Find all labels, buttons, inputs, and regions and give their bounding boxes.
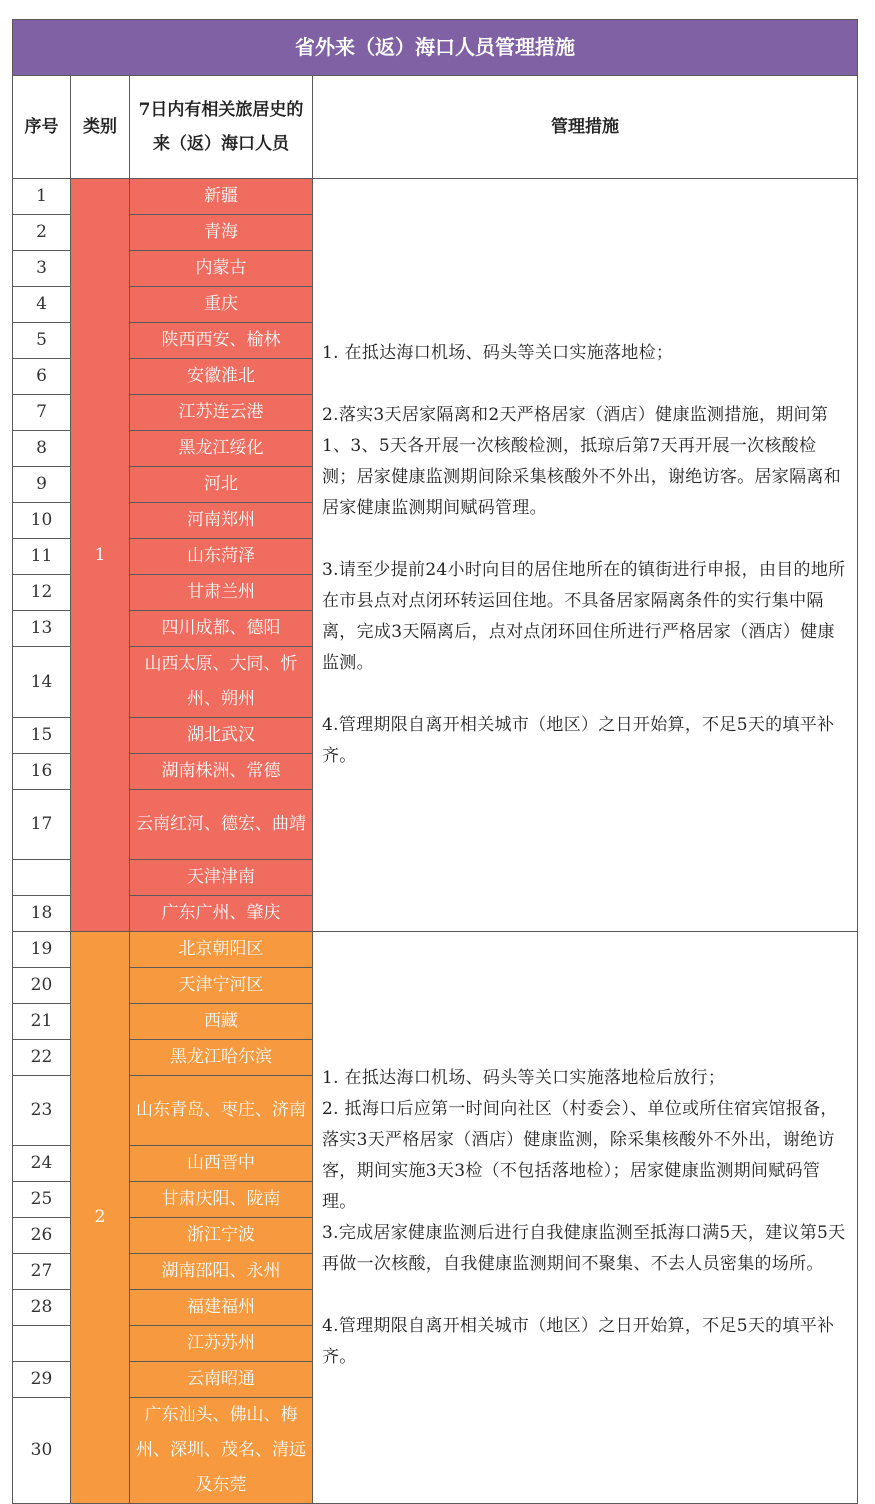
measure-item: 4.管理期限自离开相关城市（地区）之日开始算，不足5天的填平补齐。 bbox=[322, 715, 835, 766]
region-cell: 湖北武汉 bbox=[130, 718, 313, 754]
region-cell: 新疆 bbox=[130, 179, 313, 215]
region-cell: 广东广州、肇庆 bbox=[130, 896, 313, 932]
region-cell: 黑龙江哈尔滨 bbox=[130, 1040, 313, 1076]
measure-item: 4.管理期限自离开相关城市（地区）之日开始算，不足5天的填平补齐。 bbox=[322, 1315, 835, 1367]
region-cell: 甘肃庆阳、陇南 bbox=[130, 1182, 313, 1218]
header-index: 序号 bbox=[13, 76, 71, 179]
region-cell: 天津津南 bbox=[130, 860, 313, 896]
header-measures: 管理措施 bbox=[313, 76, 858, 179]
row-index: 8 bbox=[13, 431, 71, 467]
table-row bbox=[13, 932, 858, 968]
measure-item: 3.请至少提前24小时向目的居住地所在的镇街进行申报，由目的地所在市县点对点闭环转运回住地。不具备居家隔离条件的实行集中隔离，完成3天隔离后，点对点闭环回住所进行严格居家（酒店）健康监测。 bbox=[322, 560, 846, 673]
row-index: 16 bbox=[13, 754, 71, 790]
region-cell: 陕西西安、榆林 bbox=[130, 323, 313, 359]
measure-item: 1. 在抵达海口机场、码头等关口实施落地检后放行； bbox=[322, 1067, 726, 1088]
row-index: 22 bbox=[13, 1040, 71, 1076]
region-cell: 福建福州 bbox=[130, 1290, 313, 1326]
region-cell: 内蒙古 bbox=[130, 251, 313, 287]
measure-item: 2. 抵海口后应第一时间向社区（村委会）、单位或所住宿宾馆报备，落实3天严格居家（酒店）健康监测，除采集核酸外不外出，谢绝访客，期间实施3天3检（不包括落地检）；居家健康监测期间赋码管理。 bbox=[322, 1098, 838, 1212]
region-cell: 重庆 bbox=[130, 287, 313, 323]
measure-item: 3.完成居家健康监测后进行自我健康监测至抵海口满5天，建议第5天再做一次核酸，自我健康监测期间不聚集、不去人员密集的场所。 bbox=[322, 1222, 846, 1274]
row-index: 21 bbox=[13, 1004, 71, 1040]
row-index: 2 bbox=[13, 215, 71, 251]
row-index: 19 bbox=[13, 932, 71, 968]
region-cell: 湖南邵阳、永州 bbox=[130, 1254, 313, 1290]
row-index: 15 bbox=[13, 718, 71, 754]
region-cell: 江苏连云港 bbox=[130, 395, 313, 431]
region-cell: 山西晋中 bbox=[130, 1146, 313, 1182]
measures-table bbox=[12, 19, 858, 1504]
row-index: 11 bbox=[13, 539, 71, 575]
table-body bbox=[13, 179, 858, 1504]
measures-cell bbox=[313, 932, 858, 1504]
row-index: 3 bbox=[13, 251, 71, 287]
region-cell: 西藏 bbox=[130, 1004, 313, 1040]
measure-item: 2.落实3天居家隔离和2天严格居家（酒店）健康监测措施，期间第1、3、5天各开展一次核酸检测，抵琼后第7天再开展一次核酸检测；居家健康监测期间除采集核酸外不外出，谢绝访客。居家隔离和居家健康监测期间赋码管理。 bbox=[322, 405, 841, 518]
row-index: 28 bbox=[13, 1290, 71, 1326]
region-cell: 黑龙江绥化 bbox=[130, 431, 313, 467]
row-index: 7 bbox=[13, 395, 71, 431]
row-index: 20 bbox=[13, 968, 71, 1004]
region-cell: 青海 bbox=[130, 215, 313, 251]
region-cell: 云南红河、德宏、曲靖 bbox=[130, 790, 313, 860]
region-cell: 云南昭通 bbox=[130, 1362, 313, 1398]
region-cell: 山西太原、大同、忻州、朔州 bbox=[130, 647, 313, 718]
category-cell: 1 bbox=[71, 179, 130, 932]
region-cell: 甘肃兰州 bbox=[130, 575, 313, 611]
region-cell: 安徽淮北 bbox=[130, 359, 313, 395]
measure-item: 1. 在抵达海口机场、码头等关口实施落地检； bbox=[322, 343, 674, 363]
row-index: 18 bbox=[13, 896, 71, 932]
row-index: 14 bbox=[13, 647, 71, 718]
row-index: 30 bbox=[13, 1398, 71, 1504]
region-cell: 江苏苏州 bbox=[130, 1326, 313, 1362]
row-index: 13 bbox=[13, 611, 71, 647]
row-index: 10 bbox=[13, 503, 71, 539]
region-cell: 四川成都、德阳 bbox=[130, 611, 313, 647]
table-title: 省外来（返）海口人员管理措施 bbox=[13, 20, 858, 76]
region-cell: 天津宁河区 bbox=[130, 968, 313, 1004]
header-category: 类别 bbox=[71, 76, 130, 179]
table-row bbox=[13, 179, 858, 215]
region-cell: 北京朝阳区 bbox=[130, 932, 313, 968]
row-index: 9 bbox=[13, 467, 71, 503]
row-index: 25 bbox=[13, 1182, 71, 1218]
row-index: 27 bbox=[13, 1254, 71, 1290]
region-cell: 广东汕头、佛山、梅州、深圳、茂名、清远及东莞 bbox=[130, 1398, 313, 1504]
row-index: 5 bbox=[13, 323, 71, 359]
row-index: 1 bbox=[13, 179, 71, 215]
region-cell: 山东菏泽 bbox=[130, 539, 313, 575]
row-index: 29 bbox=[13, 1362, 71, 1398]
region-cell: 河北 bbox=[130, 467, 313, 503]
row-index: 17 bbox=[13, 790, 71, 860]
row-index bbox=[13, 860, 71, 896]
region-cell: 山东青岛、枣庄、济南 bbox=[130, 1076, 313, 1146]
category-cell: 2 bbox=[71, 932, 130, 1504]
row-index: 23 bbox=[13, 1076, 71, 1146]
row-index: 12 bbox=[13, 575, 71, 611]
row-index bbox=[13, 1326, 71, 1362]
region-cell: 浙江宁波 bbox=[130, 1218, 313, 1254]
row-index: 24 bbox=[13, 1146, 71, 1182]
header-region: 7日内有相关旅居史的来（返）海口人员 bbox=[130, 76, 313, 179]
region-cell: 河南郑州 bbox=[130, 503, 313, 539]
row-index: 4 bbox=[13, 287, 71, 323]
row-index: 6 bbox=[13, 359, 71, 395]
region-cell: 湖南株洲、常德 bbox=[130, 754, 313, 790]
row-index: 26 bbox=[13, 1218, 71, 1254]
measures-cell bbox=[313, 179, 858, 932]
